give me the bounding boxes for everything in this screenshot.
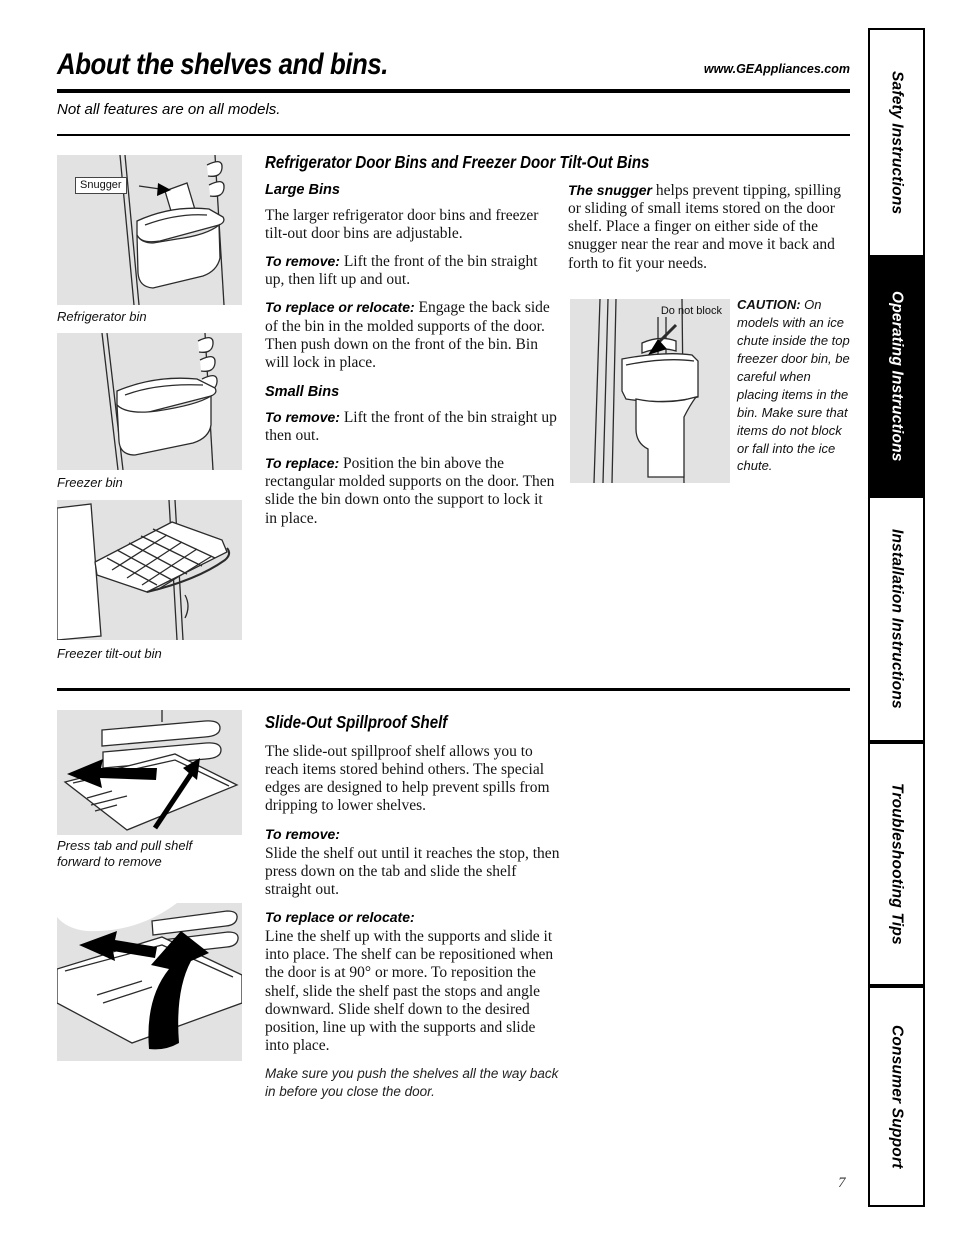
sidebar-tab-troubleshooting-tips (868, 742, 925, 986)
snugger-lead: The snugger (568, 182, 653, 198)
sidebar-tab-consumer-support (868, 986, 925, 1207)
to-replace-text-small: Position the bin above the rectangular molded supports on the door. Then slide the bin down onto the support to lock it in place. (265, 455, 555, 527)
page-title-text: About the shelves and bins. (57, 48, 389, 81)
freezer-tilt-out-bin-figure (57, 500, 242, 640)
refrigerator-bin-caption: Refrigerator bin (57, 309, 147, 324)
sidebar-tab-installation-instructions (868, 496, 925, 742)
shelf-replace-text: Line the shelf up with the supports and slide it into place. The shelf can be repositioned when the door is at 90° or more. To reposition the shelf, slide the shelf past the stops and angle downward. Slide shelf down to the desired position, line up with the supports and slide into place. (265, 928, 554, 1054)
freezer-tilt-out-bin-drawing (57, 500, 242, 640)
shelf-remove-figure (57, 710, 242, 835)
sidebar-tab-consumer-support-label: Consumer Support (888, 1024, 906, 1169)
section-divider-rule (57, 688, 850, 691)
sidebar-tab-safety-instructions (868, 28, 925, 257)
ice-chute-drawing (570, 299, 730, 483)
caution-text: On models with an ice chute inside the top freezer door bin, be careful when placing items in the bin. Make sure that items do not block or fall into the ice chute. (737, 297, 850, 474)
large-bins-intro: The larger refrigerator door bins and freezer tilt-out door bins are adjustable. (265, 206, 539, 243)
shelf-replace-figure (57, 903, 242, 1061)
header-rule-thick (57, 89, 850, 93)
sidebar-tab-installation-instructions-label: Installation Instructions (888, 529, 906, 709)
refrigerator-bin-figure (57, 155, 242, 305)
to-replace-relocate-text: Engage the back side of the bin in the molded supports of the door. Then push down on the front of the bin. Bin will lock in place. (265, 299, 550, 371)
do-not-block-label: Do not block (660, 305, 722, 317)
small-bins-subheading: Small Bins (265, 383, 340, 400)
shelf-remove-drawing (57, 710, 242, 835)
section1-heading-text: Refrigerator Door Bins and Freezer Door Tilt-Out Bins (265, 152, 650, 172)
shelf-intro: The slide-out spillproof shelf allows you to reach items stored behind others. The special edges are designed to help prevent spills from dripping to lower shelves. (265, 743, 550, 815)
ice-chute-figure (570, 299, 730, 483)
to-replace-label-small: To replace: (265, 455, 340, 472)
section2-heading (265, 712, 477, 733)
freezer-bin-drawing (57, 333, 242, 470)
large-bins-replace (265, 299, 557, 372)
snugger-text: helps prevent tipping, spilling or sliding of small items stored on the door shelf. Place a finger on either side of the snugger near the rear and move it back and forth to fit your needs. (568, 182, 842, 272)
shelf-remove-text: Slide the shelf out until it reaches the stop, then press down on the tab and slide the shelf straight out. (265, 844, 560, 898)
page-title (57, 48, 442, 82)
section1-right-column (568, 182, 856, 283)
caution-lead: CAUTION: (737, 297, 801, 312)
shelf-to-remove-label: To remove: (265, 825, 340, 842)
shelf-replace-drawing (57, 903, 242, 1061)
to-remove-label-small: To remove: (265, 408, 340, 425)
sidebar-tab-troubleshooting-tips-label: Troubleshooting Tips (888, 783, 906, 945)
sidebar-tab-operating-instructions-label: Operating Instructions (888, 291, 906, 462)
snugger-paragraph (568, 182, 856, 273)
freezer-bin-figure (57, 333, 242, 470)
shelf-remove-caption: Press tab and pull shelf forward to remove (57, 838, 193, 870)
large-bins-remove (265, 253, 557, 289)
to-remove-label: To remove: (265, 253, 340, 270)
small-bins-remove (265, 409, 557, 445)
section2-heading-text: Slide-Out Spillproof Shelf (265, 712, 448, 732)
header-rule-thin (57, 134, 850, 136)
to-remove-text: Lift the front of the bin straight up, then lift up and out. (265, 253, 538, 289)
to-remove-text-small: Lift the front of the bin straight up then out. (265, 408, 557, 445)
small-bins-replace (265, 455, 557, 528)
caution-note (737, 296, 855, 475)
section1-middle-column (265, 180, 557, 538)
push-shelves-note: Make sure you push the shelves all the way back in before you close the door. (265, 1066, 559, 1099)
section1-heading (265, 152, 712, 173)
models-tagline: Not all features are on all models. (57, 101, 281, 118)
shelf-replace-label-line (265, 909, 560, 927)
shelf-to-replace-label: To replace or relocate: (265, 909, 415, 925)
to-replace-relocate-label: To replace or relocate: (265, 299, 415, 316)
section2-column (265, 743, 560, 1110)
page-number: 7 (838, 1175, 846, 1191)
freezer-tilt-out-bin-caption: Freezer tilt-out bin (57, 646, 162, 661)
large-bins-subheading: Large Bins (265, 182, 340, 198)
sidebar-tab-operating-instructions (868, 257, 925, 496)
snugger-label: Snugger (75, 177, 127, 194)
freezer-bin-caption: Freezer bin (57, 475, 123, 490)
shelf-remove-label-line (265, 826, 560, 844)
website-url: www.GEAppliances.com (703, 62, 850, 76)
sidebar-tab-safety-instructions-label: Safety Instructions (888, 70, 906, 215)
